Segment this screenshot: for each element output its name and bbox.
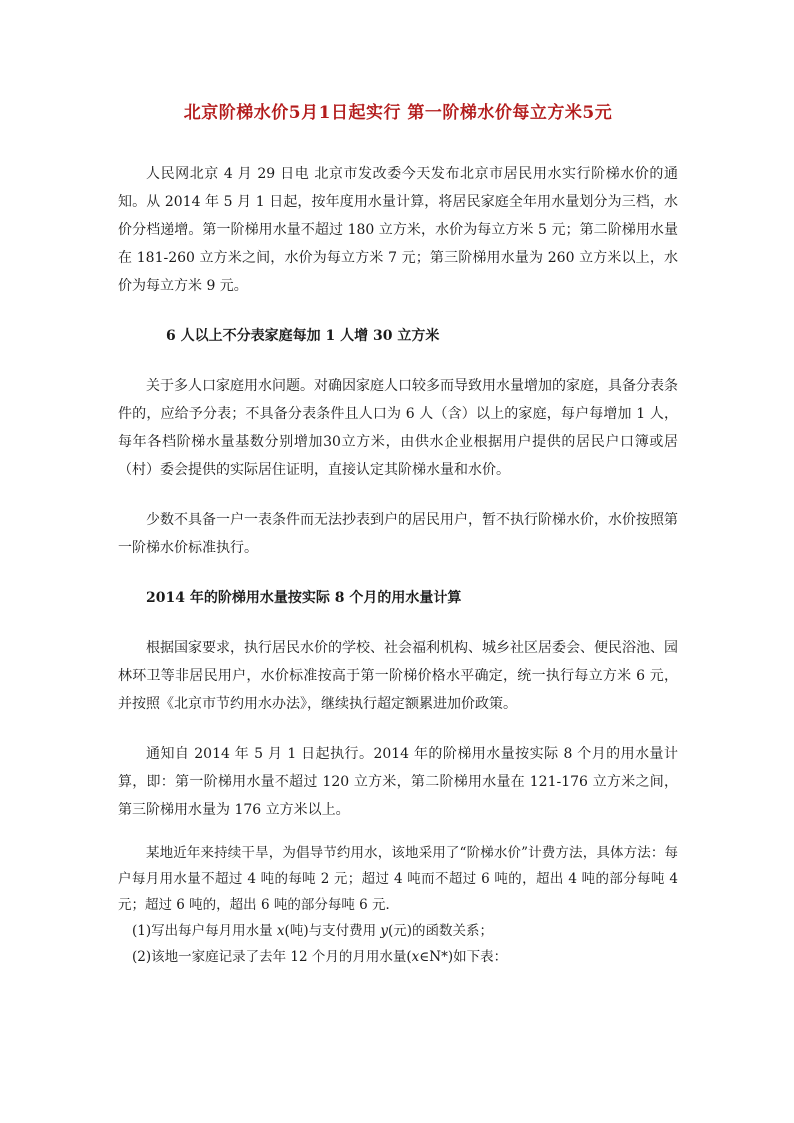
q1-text-c: (元)的函数关系； bbox=[388, 923, 494, 939]
q2-text-a: (2)该地一家庭记录了去年 12 个月的月用水量( bbox=[132, 949, 412, 965]
article-title: 北京阶梯水价5月1日起实行 第一阶梯水价每立方米5元 bbox=[183, 103, 613, 123]
q1-var-y: y bbox=[380, 923, 389, 939]
paragraph-effective-date: 通知自 2014 年 5 月 1 日起执行。2014 年的阶梯用水量按实际 8 个月的用水量计算，即：第一阶梯用水量不超过 120 立方米，第二阶梯用水量在 121-176 立方米之间，第三阶梯用水量为 176 立方米以上。 bbox=[118, 746, 678, 818]
document-page bbox=[118, 100, 678, 970]
problem-intro: 某地近年来持续干旱，为倡导节约用水，该地采用了“阶梯水价”计费方法，具体方法：每户每月用水量不超过 4 吨的每吨 2 元；超过 4 吨而不超过 6 吨的，超出 4 吨的部分每吨 4 元；超过 6 吨的，超出 6 吨的部分每吨 6 元． bbox=[118, 845, 678, 913]
paragraph-non-resident: 根据国家要求，执行居民水价的学校、社会福利机构、城乡社区居委会、便民浴池、园林环卫等非居民用户，水价标准按高于第一阶梯价格水平确定，统一执行每立方米 6 元，并按照《北京市节约用水办法》，继续执行超定额累进加价政策。 bbox=[118, 640, 678, 712]
subheading-2014-calculation: 2014 年的阶梯用水量按实际 8 个月的用水量计算 bbox=[146, 590, 462, 606]
problem-question-1 bbox=[118, 918, 678, 944]
q2-var-x: x bbox=[411, 949, 420, 965]
subheading-large-family: 6 人以上不分表家庭每加 1 人增 30 立方米 bbox=[166, 328, 440, 344]
paragraph-large-family: 关于多人口家庭用水问题。对确因家庭人口较多而导致用水量增加的家庭，具备分表条件的，应给予分表；不具备分表条件且人口为 6 人（含）以上的家庭，每户每增加 1 人，每年各档阶梯水量基数分别增加30立方米，由供水企业根据用户提供的居民户口簿或居（村）委会提供的实际居住证明，直接认定其阶梯水量和水价。 bbox=[118, 378, 678, 478]
q1-text-a: (1)写出每户每月用水量 bbox=[132, 923, 277, 939]
paragraph-announcement: 人民网北京 4 月 29 日电 北京市发改委今天发布北京市居民用水实行阶梯水价的通知。从 2014 年 5 月 1 日起，按年度用水量计算，将居民家庭全年用水量划分为三档，水价分档递增。第一阶梯用水量不超过 180 立方米，水价为每立方米 5 元；第二阶梯用水量在 181-260 立方米之间，水价为每立方米 7 元；第三阶梯用水量为 260 立方米以上，水价为每立方米 9 元。 bbox=[118, 166, 678, 294]
q2-text-b: ∈N*)如下表： bbox=[419, 949, 508, 965]
paragraph-no-meter: 少数不具备一户一表条件而无法抄表到户的居民用户，暂不执行阶梯水价，水价按照第一阶梯水价标准执行。 bbox=[118, 512, 678, 556]
q1-var-x: x bbox=[276, 923, 285, 939]
math-problem bbox=[118, 840, 678, 970]
problem-question-2 bbox=[118, 944, 678, 970]
q1-text-b: (吨)与支付费用 bbox=[284, 923, 381, 939]
